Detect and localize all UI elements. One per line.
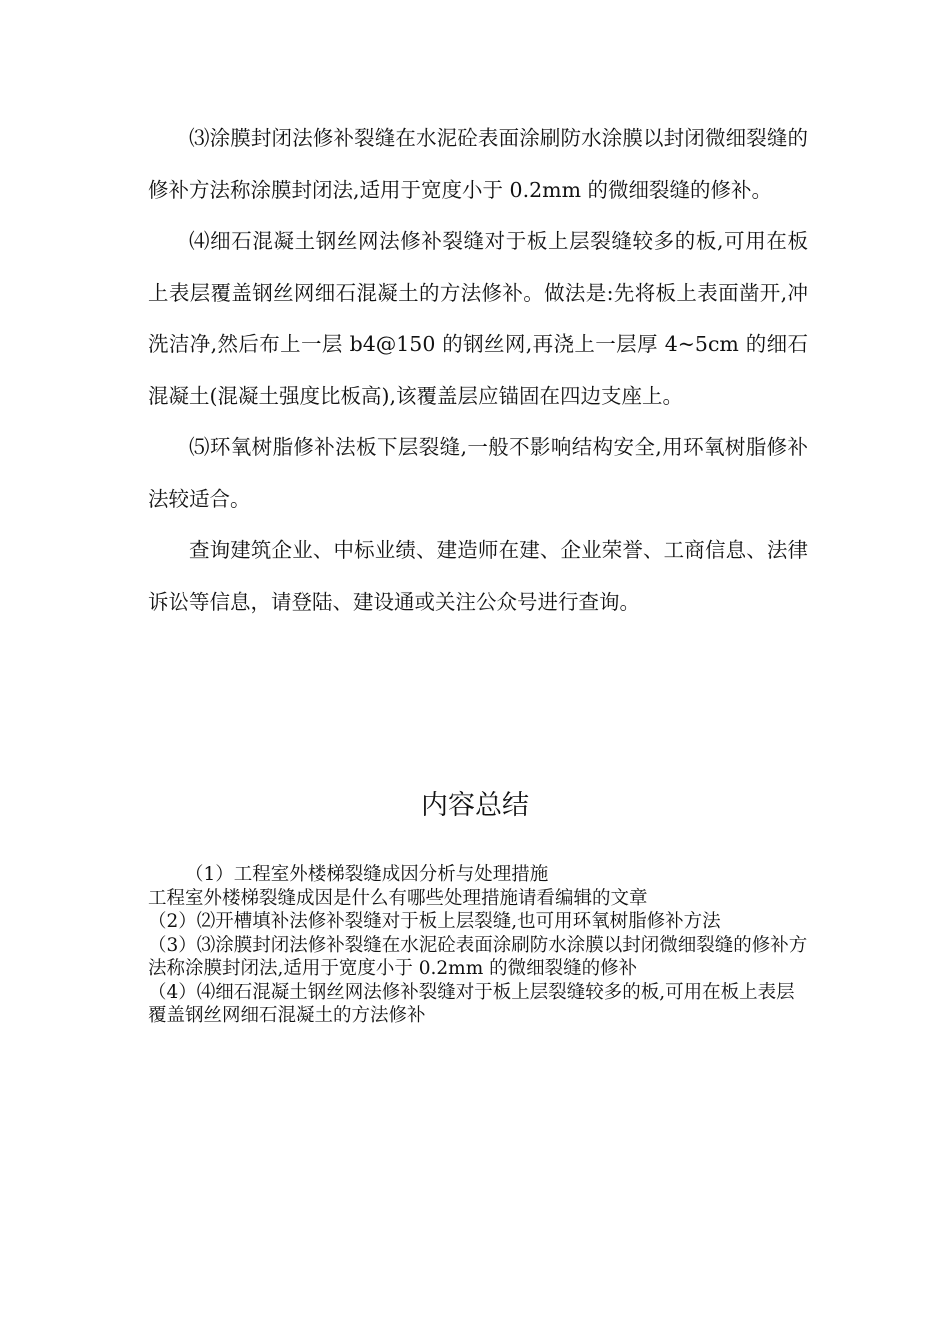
summary-line: （2）⑵开槽填补法修补裂缝对于板上层裂缝,也可用环氧树脂修补方法 — [148, 911, 721, 932]
summary-line: 工程室外楼梯裂缝成因是什么有哪些处理措施请看编辑的文章 — [148, 887, 648, 909]
paragraph-query-notice: 查询建筑企业、中标业绩、建造师在建、企业荣誉、工商信息、法律诉讼等信息，请登陆、建设通或关注公众号进行查询。 — [148, 538, 808, 614]
summary-line: （3）⑶涂膜封闭法修补裂缝在水泥砼表面涂刷防水涂膜以封闭微细裂缝的修补方法称涂膜封闭法,适用于宽度小于 0.2mm 的微细裂缝的修补 — [148, 934, 808, 979]
paragraph-coating-seal: ⑶涂膜封闭法修补裂缝在水泥砼表面涂刷防水涂膜以封闭微细裂缝的修补方法称涂膜封闭法,适用于宽度小于 0.2mm 的微细裂缝的修补。 — [148, 126, 808, 202]
paragraph-steel-mesh: ⑷细石混凝土钢丝网法修补裂缝对于板上层裂缝较多的板,可用在板上表层覆盖钢丝网细石混凝土的方法修补。做法是:先将板上表面凿开,冲洗洁净,然后布上一层 b4@150 的钢丝网,再浇上一层厚 4~5cm 的细石混凝土(混凝土强度比板高),该覆盖层应锚固在四边支座上。 — [148, 229, 808, 408]
summary-line: （1）工程室外楼梯裂缝成因分析与处理措施 — [185, 864, 549, 885]
summary-list — [148, 863, 808, 1028]
summary-title: 内容总结 — [421, 790, 529, 821]
summary-line: （4）⑷细石混凝土钢丝网法修补裂缝对于板上层裂缝较多的板,可用在板上表层覆盖钢丝网细石混凝土的方法修补 — [148, 981, 795, 1026]
paragraph-epoxy: ⑸环氧树脂修补法板下层裂缝,一般不影响结构安全,用环氧树脂修补法较适合。 — [148, 435, 808, 511]
body-text — [148, 113, 808, 628]
